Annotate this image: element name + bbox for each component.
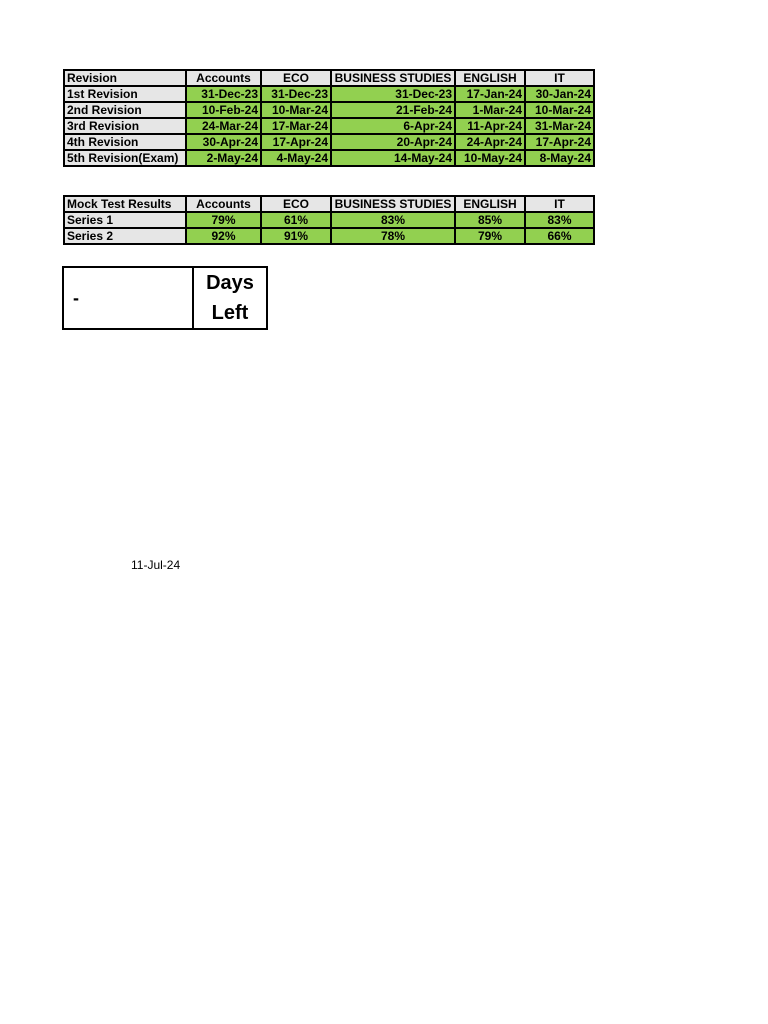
revision-cell[interactable]: 1-Mar-24 <box>455 102 525 118</box>
mock-column-header[interactable]: Accounts <box>186 196 261 212</box>
mock-column-header[interactable]: BUSINESS STUDIES <box>331 196 455 212</box>
mock-test-table <box>63 195 595 245</box>
revision-cell[interactable]: 21-Feb-24 <box>331 102 455 118</box>
revision-column-header[interactable]: Accounts <box>186 70 261 86</box>
revision-cell[interactable]: 24-Mar-24 <box>186 118 261 134</box>
mock-cell[interactable]: 79% <box>186 212 261 228</box>
revision-cell[interactable]: 31-Dec-23 <box>186 86 261 102</box>
today-date-cell[interactable]: 11-Jul-24 <box>131 558 181 572</box>
revision-cell[interactable]: 30-Apr-24 <box>186 134 261 150</box>
revision-cell[interactable]: 14-May-24 <box>331 150 455 166</box>
days-left-label <box>193 267 267 329</box>
mock-column-header[interactable]: ECO <box>261 196 331 212</box>
revision-cell[interactable]: 30-Jan-24 <box>525 86 594 102</box>
revision-cell[interactable]: 17-Apr-24 <box>261 134 331 150</box>
revision-table <box>63 69 595 167</box>
mock-corner-cell[interactable]: Mock Test Results <box>64 196 186 212</box>
mock-row-label[interactable]: Series 2 <box>64 228 186 244</box>
revision-cell[interactable]: 31-Dec-23 <box>331 86 455 102</box>
revision-cell[interactable]: 17-Jan-24 <box>455 86 525 102</box>
revision-row <box>64 134 594 150</box>
revision-row <box>64 150 594 166</box>
revision-cell[interactable]: 31-Dec-23 <box>261 86 331 102</box>
revision-row <box>64 118 594 134</box>
revision-row-label[interactable]: 2nd Revision <box>64 102 186 118</box>
mock-cell[interactable]: 66% <box>525 228 594 244</box>
mock-cell[interactable]: 78% <box>331 228 455 244</box>
revision-cell[interactable]: 20-Apr-24 <box>331 134 455 150</box>
revision-cell[interactable]: 17-Mar-24 <box>261 118 331 134</box>
revision-cell[interactable]: 2-May-24 <box>186 150 261 166</box>
revision-cell[interactable]: 8-May-24 <box>525 150 594 166</box>
revision-column-header[interactable]: IT <box>525 70 594 86</box>
revision-row-label[interactable]: 3rd Revision <box>64 118 186 134</box>
revision-row-label[interactable]: 1st Revision <box>64 86 186 102</box>
revision-cell[interactable]: 4-May-24 <box>261 150 331 166</box>
days-left-box <box>62 266 268 330</box>
days-left-value[interactable]: - <box>63 267 193 329</box>
mock-cell[interactable]: 79% <box>455 228 525 244</box>
revision-row <box>64 102 594 118</box>
mock-row <box>64 228 594 244</box>
revision-cell[interactable]: 24-Apr-24 <box>455 134 525 150</box>
revision-column-header[interactable]: BUSINESS STUDIES <box>331 70 455 86</box>
mock-cell[interactable]: 83% <box>525 212 594 228</box>
revision-cell[interactable]: 31-Mar-24 <box>525 118 594 134</box>
revision-cell[interactable]: 6-Apr-24 <box>331 118 455 134</box>
revision-cell[interactable]: 10-Mar-24 <box>261 102 331 118</box>
revision-column-header[interactable]: ENGLISH <box>455 70 525 86</box>
mock-cell[interactable]: 91% <box>261 228 331 244</box>
revision-column-header[interactable]: ECO <box>261 70 331 86</box>
mock-column-header[interactable]: IT <box>525 196 594 212</box>
revision-cell[interactable]: 10-Mar-24 <box>525 102 594 118</box>
revision-cell[interactable]: 10-Feb-24 <box>186 102 261 118</box>
revision-cell[interactable]: 17-Apr-24 <box>525 134 594 150</box>
days-label-line1: Days <box>206 272 254 294</box>
revision-cell[interactable]: 11-Apr-24 <box>455 118 525 134</box>
revision-row <box>64 86 594 102</box>
mock-cell[interactable]: 92% <box>186 228 261 244</box>
mock-cell[interactable]: 85% <box>455 212 525 228</box>
revision-cell[interactable]: 10-May-24 <box>455 150 525 166</box>
days-label-line2: Left <box>211 302 249 324</box>
revision-row-label[interactable]: 4th Revision <box>64 134 186 150</box>
mock-cell[interactable]: 83% <box>331 212 455 228</box>
mock-column-header[interactable]: ENGLISH <box>455 196 525 212</box>
mock-row-label[interactable]: Series 1 <box>64 212 186 228</box>
mock-cell[interactable]: 61% <box>261 212 331 228</box>
mock-header-row <box>64 196 594 212</box>
mock-row <box>64 212 594 228</box>
revision-row-label[interactable]: 5th Revision(Exam) <box>64 150 186 166</box>
revision-header-row <box>64 70 594 86</box>
revision-corner-cell[interactable]: Revision <box>64 70 186 86</box>
